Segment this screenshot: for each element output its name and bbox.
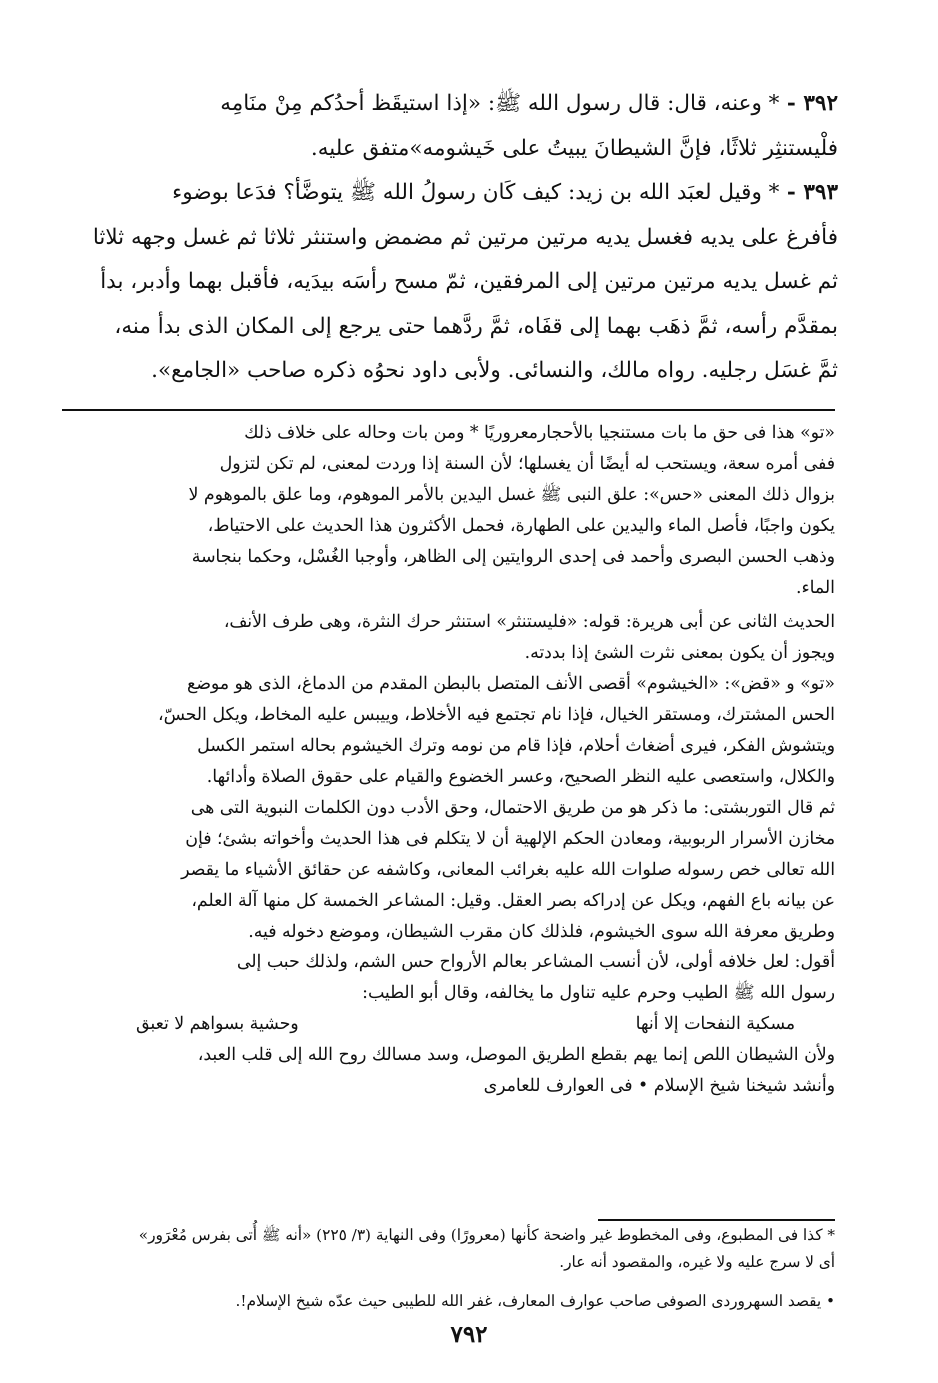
commentary-line: ففى أمره سعة، ويستحب له أيضًا أن يغسلها؛ لأن السنة إذا وردت لمعنى، لم تكن لتزول bbox=[219, 453, 835, 474]
commentary-line: ولأن الشيطان اللص إنما يهم بقطع الطريق الموصل، وسد مسالك روح الله إلى قلب العبد، bbox=[197, 1045, 835, 1066]
commentary-section bbox=[66, 418, 835, 1102]
commentary-line: أقول: لعل خلافه أولى، لأن أنسب المشاعر بعالم الأرواح حس الشم، ولذلك حبب إلى bbox=[236, 952, 835, 973]
verse-second-hemistich: وحشية بسواهم لا تعبق bbox=[136, 1014, 299, 1035]
hadith-line: ثمَّ غسَل رجليه. رواه مالك، والنسائى. ولأبى داود نحوُه ذكره صاحب «الجامع». bbox=[151, 358, 838, 383]
page-number: ٧٩٢ bbox=[450, 1321, 488, 1348]
commentary-line: يكون واجبًا، فأصل الماء واليدين على الطهارة، فحمل الأكثرون هذا الحديث على الاحتياط، bbox=[207, 515, 835, 536]
commentary-line: «تو» و «قض»: «الخيشوم» أقصى الأنف المتصل بالبطن المقدم من الدماغ، الذى هو موضع bbox=[187, 674, 835, 695]
footnote-line: • يقصد السهروردى الصوفى صاحب عوارف المعارف، غفر الله للطيبى حيث عدّه شيخ الإسلام!. bbox=[235, 1292, 835, 1310]
commentary-line: ثم قال التوربشتى: ما ذكر هو من طريق الاحتمال، وحق الأدب دون الكلمات النبوية التى هى bbox=[190, 797, 835, 818]
footnotes-section bbox=[66, 1222, 835, 1315]
commentary-paragraph bbox=[66, 793, 835, 948]
commentary-line: والكلال، واستعصى عليه النظر الصحيح، وعسر الخضوع والقيام على حقوق الصلاة وأدائها. bbox=[206, 766, 835, 787]
commentary-line: رسول الله ﷺ الطيب وحرم عليه تناول ما يخالفه، وقال أبو الطيب: bbox=[362, 983, 835, 1004]
commentary-line: وأنشد شيخنا شيخ الإسلام • فى العوارف للعامرى bbox=[483, 1076, 835, 1097]
main-text-divider bbox=[62, 409, 835, 411]
verse-first-hemistich: مسكية النفحات إلا أنها bbox=[635, 1014, 795, 1035]
commentary-line: ويتشوش الفكر، فيرى أضغاث أحلام، فإذا قام من نومه وترك الخيشوم بحاله استمر الكسل bbox=[197, 736, 835, 757]
commentary-paragraph bbox=[66, 418, 835, 603]
hadith-main-text bbox=[60, 82, 838, 394]
hadith-line: * وقيل لعبَد الله بن زيد: كيف كَان رسولُ الله ﷺ يتوضَّأ؟ فدَعا بوضوء bbox=[172, 180, 780, 205]
hadith-number: ٣٩٢ - bbox=[779, 91, 838, 116]
commentary-paragraph bbox=[66, 607, 835, 669]
footnote-divider bbox=[598, 1219, 835, 1221]
hadith-line: بمقدَّم رأسه، ثمَّ ذهَب بهما إلى قفَاه، ثمَّ ردَّهما حتى يرجع إلى المكان الذى بدأ منه، bbox=[114, 313, 838, 339]
footnote bbox=[66, 1288, 835, 1315]
footnote bbox=[66, 1222, 835, 1276]
commentary-line: الماء. bbox=[796, 577, 835, 598]
commentary-line: الحس المشترك، ومستقر الخيال، فإذا نام تجتمع فيه الأخلاط، وييبس عليه المخاط، ويكل الحسّ، bbox=[158, 705, 835, 726]
hadith-line: فأفرغ على يديه فغسل يديه مرتين مرتين ثم مضمض واستنثر ثلاثا ثم غسل وجهه ثلاثا bbox=[92, 224, 838, 250]
commentary-paragraph bbox=[66, 669, 835, 793]
commentary-paragraph bbox=[66, 947, 835, 1009]
commentary-line: مخازن الأسرار الربوبية، ومعادن الحكم الإلهية أن لا يتكلم فى هذا الحديث وأخواته بشئ؛ فإن bbox=[185, 828, 835, 849]
commentary-line: عن بيانه باع الفهم، ويكل عن إدراكه بصر العقل. وقيل: المشاعر الخمسة كل منها آلة العلم، bbox=[191, 890, 835, 911]
commentary-line: وذهب الحسن البصرى وأحمد فى إحدى الروايتين إلى الظاهر، وأوجبا الغُسْل، وحكما بنجاسة bbox=[191, 546, 835, 567]
poetry-verse bbox=[66, 1009, 835, 1040]
commentary-paragraph bbox=[66, 1040, 835, 1102]
hadith-line: * وعنه، قال: قال رسول الله ﷺ: «إذا استيقَظ أحدُكم مِنْ منَامِه bbox=[220, 91, 780, 116]
footnote-line: * كذا فى المطبوع، وفى المخطوط غير واضحة كأنها (معرورًا) وفى النهاية (٣/ ٢٢٥) «أنه ﷺ أُتى بفرس مُعْرَور» bbox=[138, 1226, 835, 1244]
commentary-line: ويجوز أن يكون بمعنى نثرت الشئ إذا بددته. bbox=[524, 643, 835, 664]
commentary-line: الحديث الثانى عن أبى هريرة: قوله: «فليستنثر» استنثر حرك النثرة، وهى طرف الأنف، bbox=[223, 612, 835, 633]
hadith-line: ثم غسل يديه مرتين مرتين إلى المرفقين، ثمّ مسح رأسَه بيدَيه، فأقبل بهما وأدبر، بدأ bbox=[100, 269, 838, 294]
hadith-392 bbox=[60, 82, 838, 171]
commentary-line: «تو» هذا فى حق ما بات مستنجيا بالأحجارمعروريًا * ومن بات وحاله على خلاف ذلك bbox=[244, 423, 835, 443]
hadith-number: ٣٩٣ - bbox=[779, 180, 838, 205]
footnote-line: أى لا سرج عليه ولا غيره، والمقصود أنه عار. bbox=[559, 1253, 835, 1271]
commentary-line: بزوال ذلك المعنى «حس»: علق النبى ﷺ غسل اليدين بالأمر الموهوم، وما علق بالموهوم لا bbox=[188, 484, 835, 505]
hadith-393 bbox=[60, 171, 838, 394]
commentary-line: الله تعالى خص رسوله صلوات الله عليه بغرائب المعانى، وكاشفه عن حقائق الأشياء ما يقصر bbox=[181, 859, 835, 880]
commentary-line: وطريق معرفة الله سوى الخيشوم، فلذلك كان مقرب الشيطان، وموضع دخوله فيه. bbox=[248, 921, 835, 942]
hadith-line: فلْيستنثِر ثلاثًا، فإنَّ الشيطانَ يبيتُ على خَيشومه»متفق عليه. bbox=[310, 135, 838, 161]
